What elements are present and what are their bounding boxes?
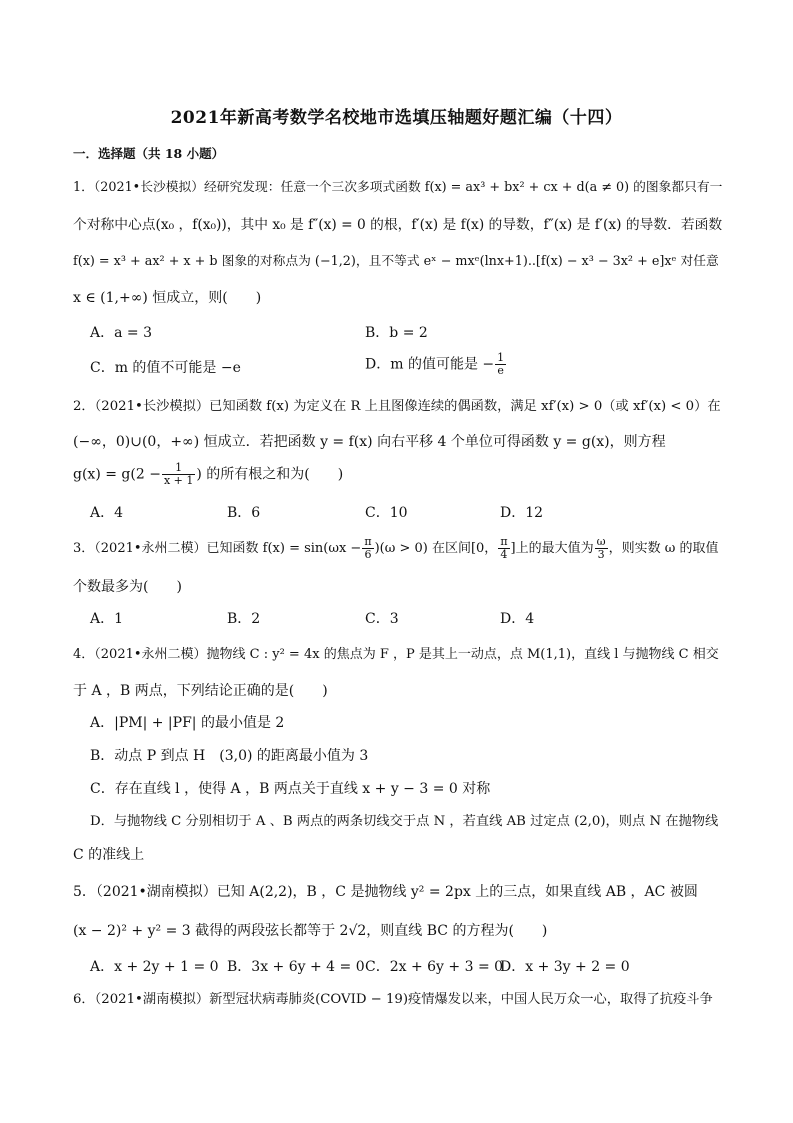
q1-option-d-text: D．m 的值可能是 −	[365, 356, 495, 373]
q2-option-d: D．12	[500, 505, 544, 521]
q2-option-a: A．4	[90, 505, 124, 521]
q4-option-d-line-2: C 的准线上	[73, 847, 145, 863]
q5-option-d: D．x + 3y + 2 = 0	[500, 959, 630, 975]
q3-fraction-2	[498, 536, 509, 561]
q1-line-2: 个对称中心点(x₀ ，f(x₀))，其中 x₀ 是 f″(x) = 0 的根，f′(x) 是 f(x) 的导数，f″(x) 是 f′(x) 的导数．若函数	[73, 217, 723, 233]
q3-line-1	[73, 536, 718, 561]
q3-option-a: A．1	[90, 611, 124, 627]
q3-line-1-pre: 3．（2021•永州二模）已知函数 f(x) = sin(ωx −	[73, 541, 362, 556]
q5-option-b: B．3x + 6y + 4 = 0	[227, 959, 365, 975]
q4-line-2: 于 A ，B 两点，下列结论正确的是( )	[73, 683, 328, 699]
q1-option-c: C．m 的值不可能是 −e	[90, 360, 241, 376]
q3-line-1-mid2: ]上的最大值为	[510, 541, 594, 556]
q4-line-1: 4．（2021•永州二模）抛物线 C : y² = 4x 的焦点为 F ，P 是其上一动点，点 M(1,1)，直线 l 与抛物线 C 相交	[73, 647, 719, 662]
q1-option-a: A．a = 3	[90, 325, 152, 341]
fraction-denominator: 6	[364, 548, 372, 561]
q3-line-1-post: ，则实数 ω 的取值	[608, 541, 719, 556]
q2-option-c: C．10	[365, 505, 408, 521]
fraction-numerator: 1	[162, 462, 195, 475]
q2-line-2: (−∞，0)∪(0，+∞) 恒成立．若把函数 y = f(x) 向右平移 4 个单位可得函数 y = g(x)，则方程	[73, 434, 666, 450]
q6-line-1: 6．（2021•湖南模拟）新型冠状病毒肺炎(COVID − 19)疫情爆发以来，中国人民万众一心，取得了抗疫斗争	[73, 992, 713, 1007]
q2-line-1: 2．（2021•长沙模拟）已知函数 f(x) 为定义在 R 上且图像连续的偶函数，满足 xf′(x) > 0（或 xf′(x) < 0）在	[73, 399, 721, 414]
q5-line-2: (x − 2)² + y² = 3 截得的两段弦长都等于 2√2，则直线 BC 的方程为( )	[73, 923, 548, 939]
q3-fraction-3	[595, 536, 608, 561]
q2-fraction	[162, 462, 195, 487]
q1-option-d-fraction	[495, 352, 506, 377]
q3-option-b: B．2	[227, 611, 261, 627]
q4-option-d-line-1: D．与抛物线 C 分别相切于 A 、B 两点的两条切线交于点 N ，若直线 AB 过定点 (2,0)，则点 N 在抛物线	[90, 814, 719, 829]
q1-line-1: 1．（2021•长沙模拟）经研究发现：任意一个三次多项式函数 f(x) = ax³ + bx² + cx + d(a ≠ 0) 的图象都只有一	[73, 180, 723, 195]
q1-line-3: f(x) = x³ + ax² + x + b 图象的对称点为 (−1,2)，且不等式 eˣ − mxᵉ(lnx+1)..[f(x) − x³ − 3x² + e]xᵉ 对任意	[73, 254, 719, 269]
q4-option-b: B．动点 P 到点 H (3,0) 的距离最小值为 3	[90, 748, 369, 764]
q1-option-b: B．b = 2	[365, 325, 428, 341]
fraction-numerator: π	[500, 535, 508, 548]
q5-option-c: C．2x + 6y + 3 = 0	[365, 959, 504, 975]
section-heading: 一．选择题（共 18 小题）	[73, 146, 225, 161]
document-title: 2021年新高考数学名校地市选填压轴题好题汇编（十四）	[170, 108, 623, 128]
q1-line-4: x ∈ (1,+∞) 恒成立，则( )	[73, 290, 262, 306]
fraction-denominator: x + 1	[163, 474, 194, 487]
q2-line-3-pre: g(x) = g(2 −	[73, 466, 161, 483]
q3-line-1-mid: )(ω > 0) 在区间[0，	[374, 541, 498, 556]
q2-line-3	[73, 462, 343, 487]
q4-option-c: C．存在直线 l ，使得 A ，B 两点关于直线 x + y − 3 = 0 对称	[90, 781, 491, 797]
q4-option-a: A．|PM| + |PF| 的最小值是 2	[90, 715, 285, 731]
q2-line-3-post: ) 的所有根之和为( )	[196, 466, 344, 483]
q1-option-d	[365, 352, 507, 377]
fraction-denominator: 4	[500, 548, 508, 561]
q3-option-c: C．3	[365, 611, 399, 627]
q3-line-2: 个数最多为( )	[73, 579, 182, 595]
fraction-numerator: π	[364, 535, 372, 548]
q2-option-b: B．6	[227, 505, 261, 521]
fraction-numerator: ω	[596, 535, 606, 548]
q5-line-1: 5．（2021•湖南模拟）已知 A(2,2)，B ，C 是抛物线 y² = 2px 上的三点，如果直线 AB ，AC 被圆	[73, 884, 698, 900]
fraction-denominator: e	[497, 364, 504, 377]
fraction-numerator: 1	[497, 351, 505, 364]
q3-fraction-1	[362, 536, 373, 561]
q3-option-d: D．4	[500, 611, 535, 627]
fraction-denominator: 3	[597, 548, 605, 561]
q5-option-a: A．x + 2y + 1 = 0	[90, 959, 219, 975]
